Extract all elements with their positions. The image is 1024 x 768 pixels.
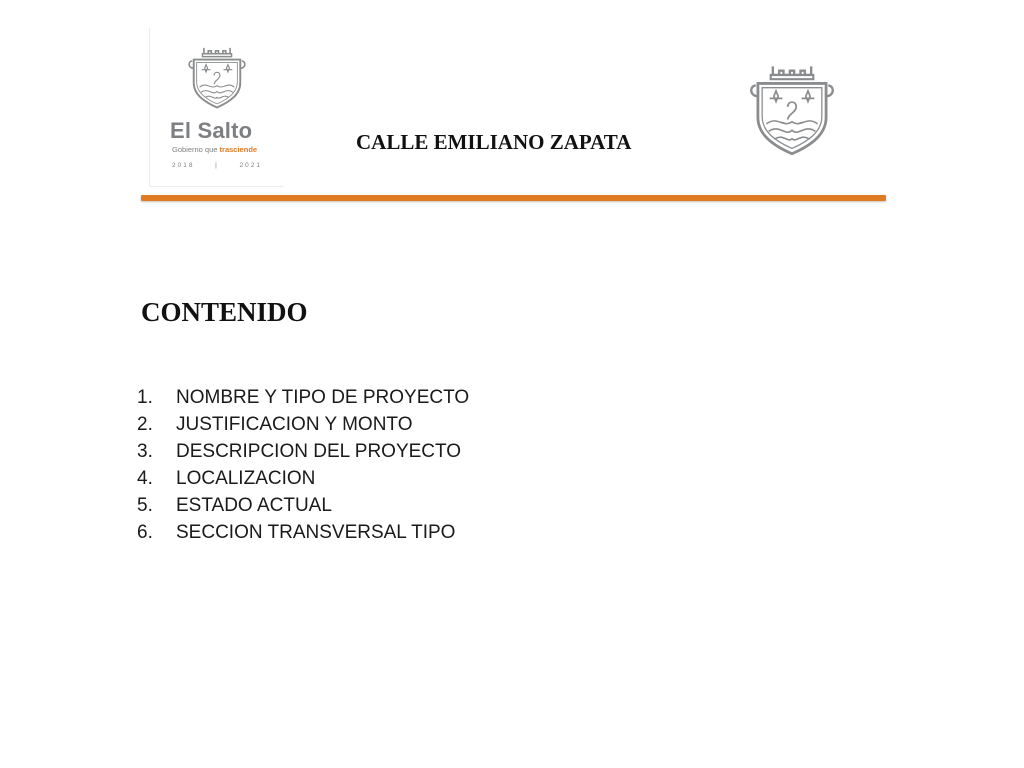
- list-item-number: 6.: [137, 522, 153, 543]
- list-item: [137, 411, 469, 438]
- list-item: [137, 492, 469, 519]
- list-item: [137, 384, 469, 411]
- el-salto-logo: [150, 28, 283, 186]
- logo-tagline-accent: trasciende: [219, 145, 258, 154]
- logo-brand-name: El Salto: [170, 118, 253, 143]
- coat-of-arms-icon: [745, 60, 839, 158]
- list-item-number: 1.: [137, 387, 153, 408]
- list-item-number: 2.: [137, 414, 153, 435]
- list-item-number: 4.: [137, 468, 153, 489]
- logo-tagline: [172, 145, 257, 154]
- list-item: [137, 438, 469, 465]
- list-item-label: ESTADO ACTUAL: [176, 495, 332, 516]
- list-item-label: SECCION TRANSVERSAL TIPO: [176, 522, 456, 543]
- contents-list: [137, 384, 469, 546]
- logo-years: [172, 162, 262, 169]
- coat-of-arms-icon: [185, 42, 249, 112]
- logo-year-divider: |: [215, 162, 219, 169]
- list-item-label: NOMBRE Y TIPO DE PROYECTO: [176, 387, 470, 408]
- logo-year-end: 2021: [239, 162, 262, 169]
- logo-tagline-prefix: Gobierno que: [172, 145, 220, 154]
- header-divider: [141, 195, 886, 201]
- logo-year-start: 2018: [172, 162, 195, 169]
- list-item-number: 5.: [137, 495, 153, 516]
- list-item-label: LOCALIZACION: [176, 468, 316, 489]
- list-item-label: JUSTIFICACION Y MONTO: [176, 414, 413, 435]
- list-item: [137, 465, 469, 492]
- list-item-label: DESCRIPCION DEL PROYECTO: [176, 441, 462, 462]
- document-title: CALLE EMILIANO ZAPATA: [356, 130, 632, 154]
- contents-heading: CONTENIDO: [141, 297, 308, 327]
- list-item-number: 3.: [137, 441, 153, 462]
- list-item: [137, 519, 469, 546]
